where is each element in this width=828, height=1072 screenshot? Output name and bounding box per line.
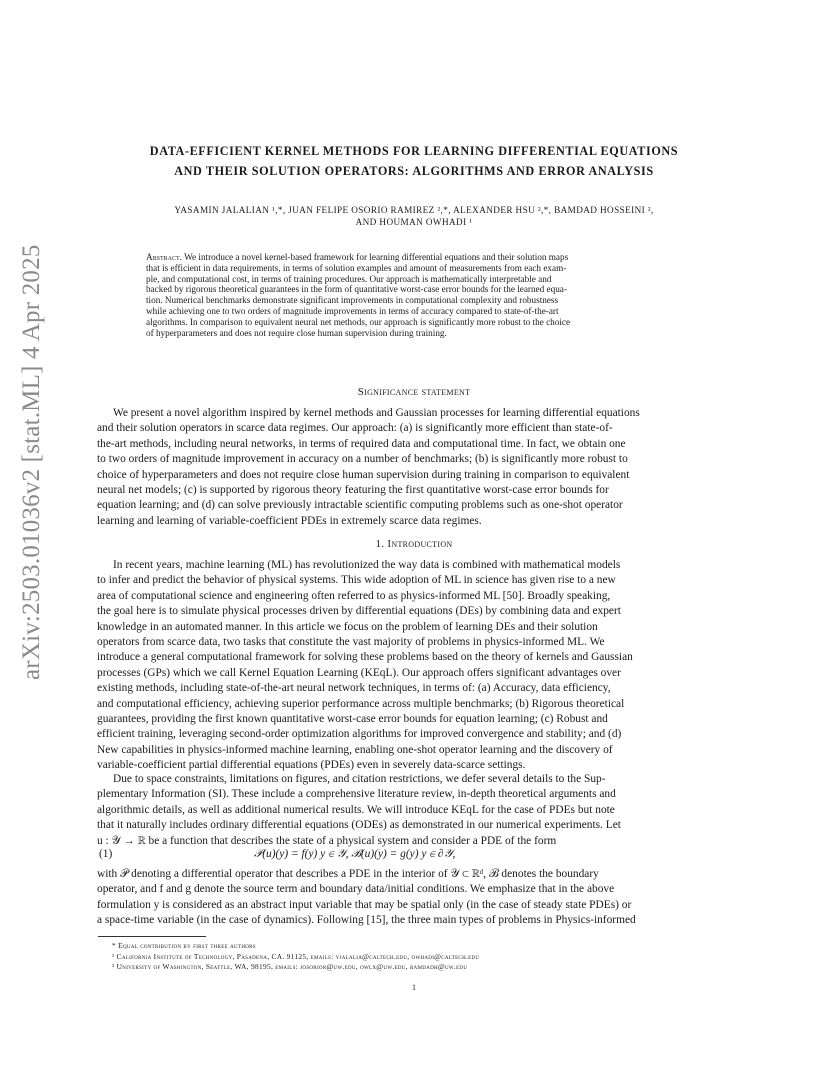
abstract	[146, 252, 682, 338]
text-line: We present a novel algorithm inspired by kernel methods and Gaussian processes for learning differential equations	[113, 407, 640, 419]
footnote-line: ² University of Washington, Seattle, WA, 98195, emails: josorior@uw.edu, owlx@uw.edu, bamdadh@uw.edu	[112, 962, 468, 972]
footnote-line: ¹ California Institute of Technology, Pasadena, CA. 91125, emails: yjalalia@caltech.edu, owhadi@caltech.edu	[112, 951, 480, 961]
text-line: existing methods, including state-of-the-art neural network techniques, in terms of: (a) Accuracy, data efficiency,	[97, 682, 611, 695]
text-line: operators from scarce data, two tasks that constitute the vast majority of problems in physics-informed ML. We	[97, 636, 605, 649]
text-line: introduce a general computational framework for solving these problems based on the theory of kernels and Gaussian	[97, 651, 633, 664]
text-line: algorithmic details, as well as additional numerical results. We will introduce KEqL for the case of PDEs but note	[97, 803, 615, 816]
text-line: choice of hyperparameters and does not require close human supervision during training in comparison to equivalent	[97, 468, 630, 481]
text-line: a space-time variable (in the case of dynamics). Following [15], the three main types of problems in Physics-informed	[97, 914, 636, 927]
text-line: the-art methods, including neural networks, in terms of required data and computational time. In fact, we obtain one	[97, 437, 626, 450]
significance-heading: Significance statement	[357, 386, 471, 398]
equation-number: (1)	[99, 848, 113, 860]
abstract-heading: Abstract.	[146, 252, 182, 262]
significance-paragraph	[97, 406, 731, 529]
text-line: to two orders of magnitude improvement in accuracy on a number of benchmarks; (b) is significantly more robust to	[97, 453, 628, 466]
equation-1	[97, 848, 731, 864]
abstract-line: that is efficient in data requirements, in terms of solution examples and amount of measurements from each exam-	[146, 262, 567, 273]
footnotes	[112, 941, 732, 973]
text-line: operator, and f and g denote the source term and boundary data/initial conditions. We emphasize that in the above	[97, 883, 615, 896]
text-line: to infer and predict the behavior of physical systems. This wide adoption of ML in science has given rise to a new	[97, 574, 616, 587]
paper-title	[100, 141, 728, 181]
text-line: and computational efficiency, achieving superior performance across multiple benchmarks; (b) Rigorous theoretical	[97, 697, 625, 710]
author-line: YASAMIN JALALIAN ¹,*, JUAN FELIPE OSORIO RAMIREZ ²,*, ALEXANDER HSU ²,*, BAMDAD HOSSEINI ²,	[174, 205, 654, 215]
text-line: processes (GPs) which we call Kernel Equation Learning (KEqL). Our approach offers significant advantages over	[97, 666, 621, 679]
text-line: equation learning; and (d) can solve previously intractable scientific computing problems such as one-shot operator	[97, 499, 623, 512]
text-line: u : 𝒴 → ℝ be a function that describes the state of a physical system and consider a PDE of the form	[97, 834, 557, 847]
introduction-paragraph-1	[97, 558, 731, 774]
author-line: AND HOUMAN OWHADI ¹	[355, 217, 473, 227]
introduction-paragraph-2	[97, 772, 731, 849]
text-line: that it naturally includes ordinary differential equations (ODEs) as demonstrated in our numerical experiments. Let	[97, 819, 621, 832]
text-line: guarantees, providing the first known quantitative worst-case error bounds for equation learning; (c) Robust and	[97, 713, 608, 726]
introduction-paragraph-3	[97, 867, 731, 929]
section-heading-introduction: 1. Introduction	[375, 538, 453, 550]
abstract-line: while achieving one to two orders of magnitude improvements in terms of accuracy compared to state-of-the-art	[146, 305, 559, 316]
text-line: area of computational science and engineering often referred to as physics-informed ML [50]. Broadly speaking,	[97, 589, 611, 602]
abstract-line: algorithms. In comparison to equivalent neural net methods, our approach is significantly more robust to the choice	[146, 316, 571, 327]
footnote-line: * Equal contribution by first three authors	[112, 941, 256, 950]
text-line: New capabilities in physics-informed machine learning, enabling one-shot operator learning and the discovery of	[97, 743, 613, 756]
arxiv-identifier-stamp: arXiv:2503.01036v2 [stat.ML] 4 Apr 2025	[18, 244, 45, 680]
footnote-divider	[98, 936, 206, 937]
abstract-line: backed by rigorous theoretical guarantees in the form of quantitative worst-case error bounds for the learned equa-	[146, 284, 567, 295]
text-line: the goal here is to simulate physical processes driven by differential equations (DEs) by combining data and expert	[97, 605, 621, 618]
text-line: In recent years, machine learning (ML) has revolutionized the way data is combined with mathematical models	[113, 559, 621, 571]
text-line: with 𝒫 denoting a differential operator that describes a PDE in the interior of 𝒴 ⊂ ℝᵈ, ℬ denotes the boundary	[97, 868, 599, 880]
abstract-line: ple, and computational cost, in terms of training procedures. Our approach is mathematically interpretable and	[146, 273, 552, 284]
abstract-line: tion. Numerical benchmarks demonstrate significant improvements in computational complexity and robustness	[146, 295, 559, 306]
equation-body: 𝒫(u)(y) = f(y) y ∈ 𝒴, ℬ(u)(y) = g(y) y ∈ ∂𝒴,	[254, 848, 456, 860]
text-line: formulation y is considered as an abstract input variable that may be spatial only (in the case of steady state PDEs) or	[97, 898, 632, 911]
abstract-line: of hyperparameters and does not require close human supervision during training.	[146, 327, 447, 338]
text-line: variable-coefficient partial differential equations (PDEs) even in severely data-scarce settings.	[97, 759, 526, 772]
text-line: knowledge in an automated manner. In this article we focus on the problem of learning DEs and their solution	[97, 620, 598, 633]
abstract-text: We introduce a novel kernel-based framework for learning differential equations and their solution maps	[184, 252, 569, 262]
title-line: AND THEIR SOLUTION OPERATORS: ALGORITHMS AND ERROR ANALYSIS	[174, 164, 654, 178]
abstract-line	[146, 252, 682, 263]
text-line: Due to space constraints, limitations on figures, and citation restrictions, we defer several details to the Sup-	[113, 773, 606, 785]
page-number: 1	[412, 983, 416, 992]
text-line: and their solution operators in scarce data regimes. Our approach: (a) is significantly more efficient than state-of-	[97, 422, 613, 435]
title-line: DATA-EFFICIENT KERNEL METHODS FOR LEARNING DIFFERENTIAL EQUATIONS	[149, 144, 679, 158]
text-line: neural net models; (c) is supported by rigorous theory featuring the first quantitative worst-case error bounds for	[97, 484, 609, 497]
text-line: efficient training, leveraging second-order optimization algorithms for improved convergence and stability; and (d)	[97, 728, 622, 741]
text-line: learning and learning of variable-coefficient PDEs in extremely scarce data regimes.	[97, 514, 482, 527]
author-list	[100, 204, 728, 228]
text-line: plementary Information (SI). These include a comprehensive literature review, in-depth theoretical arguments and	[97, 788, 616, 801]
